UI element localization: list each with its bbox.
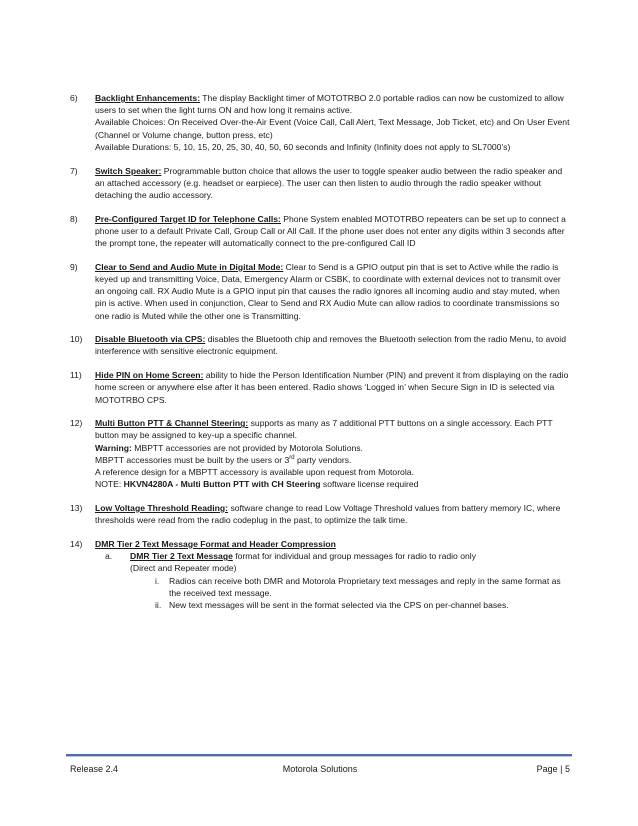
page-footer [70, 762, 570, 776]
item-number: 13) [70, 502, 83, 513]
footer-page-number: Page | 5 [536, 764, 570, 774]
warning-text: MBPTT accessories are not provided by Motorola Solutions. [131, 442, 363, 453]
item-label: Pre-Configured Target ID for Telephone Calls: [95, 213, 281, 224]
sub-item-text-cont: (Direct and Repeater mode) [130, 563, 237, 574]
note-suffix: software license required [320, 479, 419, 490]
item-label: Disable Bluetooth via CPS: [95, 334, 206, 345]
list-item [70, 502, 570, 526]
item-body [95, 213, 570, 250]
item-text: Phone System enabled MOTOTRBO repeaters can be set up to connect a phone user to a default Private Call, Group Call or All Call. If the phone user does not enter any digits within 3 seconds after the prompt tone, the repeater will automatically connect to the pre-configured Call ID [95, 213, 566, 249]
sub-point [155, 575, 570, 599]
item-body [95, 502, 570, 526]
item-number: 14) [70, 538, 83, 549]
sub-item-text: format for individual and group messages for radio to radio only [232, 551, 476, 562]
sub-item-body [130, 550, 570, 562]
ordinal-suffix: rd [289, 455, 295, 462]
item-body [95, 333, 570, 357]
item-label: Switch Speaker: [95, 165, 162, 176]
built-text: MBPTT accessories must be built by the users or 3 [95, 454, 290, 465]
sub-point-text: New text messages will be sent in the format selected via the CPS on per-channel bases. [169, 599, 509, 610]
item-choices: Available Choices: On Received Over-the-Air Event (Voice Call, Call Alert, Text Message, Job Ticket, etc) and On User Event (Channel or Volume change, button press, etc) [95, 117, 570, 140]
footer-divider [66, 754, 572, 757]
list-item [70, 417, 570, 490]
item-text: disables the Bluetooth chip and removes the Bluetooth selection from the radio Menu, to avoid interference with sensitive electronic equipment. [95, 334, 566, 357]
warning-line [95, 442, 570, 454]
item-body [95, 92, 570, 116]
list-item [70, 165, 570, 202]
note-line [95, 478, 570, 490]
sub-item [105, 550, 570, 574]
item-body [95, 165, 570, 202]
item-durations: Available Durations: 5, 10, 15, 20, 25, 30, 40, 50, 60 seconds and Infinity (Infinity does not apply to SL7000’s) [95, 141, 511, 152]
built-line [95, 454, 570, 466]
item-label: DMR Tier 2 Text Message Format and Header Compression [95, 538, 336, 549]
warning-label: Warning: [95, 442, 132, 453]
item-text: software change to read Low Voltage Threshold values from battery memory IC, where thresholds were read from the radio codeplug in the past, to optimize the talk time. [95, 502, 561, 526]
built-text-end: party vendors. [294, 454, 352, 465]
list-item [70, 369, 570, 406]
reference-line: A reference design for a MBPTT accessory is available upon request from Motorola. [95, 467, 414, 478]
sub-item-label: DMR Tier 2 Text Message [130, 551, 233, 562]
item-number: 11) [70, 370, 82, 381]
list-item [70, 261, 570, 322]
item-label: Clear to Send and Audio Mute in Digital Mode: [95, 261, 284, 272]
item-body [95, 417, 570, 441]
item-label: Backlight Enhancements: [95, 93, 201, 103]
item-body [95, 369, 570, 406]
item-number: 7) [70, 165, 78, 176]
license-name: HKVN4280A - Multi Button PTT with CH Steering [123, 479, 321, 490]
item-label: Hide PIN on Home Screen: [95, 370, 204, 381]
sub-item-letter: a. [105, 551, 113, 562]
item-label: Low Voltage Threshold Reading: [95, 502, 229, 513]
sub-point [155, 599, 570, 611]
footer-company: Motorola Solutions [282, 764, 358, 774]
item-number: 10) [70, 334, 83, 345]
item-body [95, 261, 570, 322]
list-item [70, 538, 570, 611]
item-number: 12) [70, 418, 83, 429]
item-text: The display Backlight timer of MOTOTRBO 2.0 portable radios can now be customized to allow users to set when the light turns ON and how long it remains active. [95, 93, 564, 116]
feature-list [70, 92, 570, 623]
item-number: 6) [70, 93, 78, 103]
item-text: supports as many as 7 additional PTT buttons on a single accessory. Each PTT button may be assigned to key-up a specific channel. [95, 418, 553, 441]
item-body [95, 538, 570, 550]
item-text: Programmable button choice that allows the user to toggle speaker audio between the radio speaker and an attached accessory (e.g. headset or earpiece). The user can then listen to audio through the radio speaker without detaching the audio accessory. [95, 165, 563, 200]
sub-point-text: Radios can receive both DMR and Motorola Proprietary text messages and reply in the same format as the received text message. [169, 575, 561, 598]
item-text: ability to hide the Person Identification Number (PIN) and prevent it from displaying on the radio home screen or anywhere else after it has been entered. Radio shows ‘Logged in’ when Secure Sign in ID is selected via MOTOTRBO CPS. [95, 370, 569, 405]
item-number: 9) [70, 261, 78, 272]
list-item [70, 92, 570, 153]
note-prefix: NOTE: [95, 479, 124, 490]
item-label: Multi Button PTT & Channel Steering: [95, 418, 249, 429]
footer-release: Release 2.4 [70, 764, 119, 774]
sub-point-numeral: i. [155, 575, 160, 586]
list-item [70, 333, 570, 357]
item-text: Clear to Send is a GPIO output pin that is set to Active while the radio is keyed up and transmitting Voice, Data, Emergency Alarm or CSBK, to coordinate with external devices not to transmit over an ongoing call. RX Audio Mute is a GPIO input pin that causes the radio ignores all incoming audio and stay muted, when pin is active. When used in conjunction, Clear to Send and RX Audio Mute can allow radios to coordinate transmissions so one radio is Muted while the other one is Transmitting. [95, 261, 561, 321]
item-number: 8) [70, 213, 78, 224]
sub-point-numeral: ii. [155, 599, 162, 610]
list-item [70, 213, 570, 250]
